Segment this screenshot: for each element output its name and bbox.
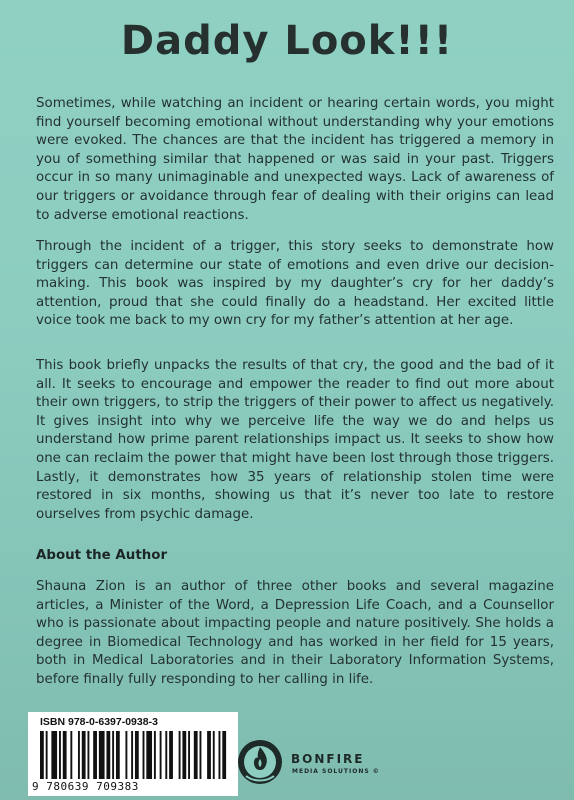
flame-logo-icon [236, 738, 284, 786]
barcode-bars [40, 731, 228, 779]
blurb-paragraph-2: Through the incident of a trigger, this story seeks to demonstrate how triggers can determine our state of emotions and even drive our decision-making. This book was inspired by my daughter’s cry for her daddy’s attention, proud that she could finally do a headstand. Her excited little voice took me back to my own cry for my father’s attention at her age. [36, 239, 554, 329]
isbn-barcode [28, 712, 238, 796]
publisher-name: BONFIRE [291, 752, 365, 766]
book-title: Daddy Look!!! [120, 18, 454, 64]
publisher-subtitle: MEDIA SOLUTIONS © [292, 768, 380, 775]
blurb-paragraph-1: Sometimes, while watching an incident or hearing certain words, you might find yourself becoming emotional without understanding why your emotions were evoked. The chances are that the incident has triggered a memory in you of something similar that happened or was said in your past. Triggers occur in so many unimaginable and unexpected ways. Lack of awareness of our triggers or avoidance through fear of dealing with their origins can lead to adverse emotional reactions. [36, 96, 554, 223]
isbn-number: ISBN 978-0-6397-0938-3 [40, 716, 158, 728]
about-author-paragraph: Shauna Zion is an author of three other books and several magazine articles, a Minister of the Word, a Depression Life Coach, and a Counsellor who is passionate about impacting people and nature positively. She holds a degree in Biomedical Technology and has worked in her field for 15 years, both in Medical Laboratories and in their Laboratory Information Systems, before finally fully responding to her calling in life. [36, 579, 554, 687]
barcode-digits: 9 780639 709383 [32, 780, 139, 793]
blurb-paragraph-3: This book briefly unpacks the results of that cry, the good and the bad of it all. It seeks to encourage and empower the reader to find out more about their own triggers, to strip the triggers of their power to affect us negatively. It gives insight into why we perceive life the way we do and helps us understand how prime parent relationships impact us. It seeks to show how one can reclaim the power that might have been lost through those triggers. Lastly, it demonstrates how 35 years of relationship stolen time were restored in six months, showing us that it’s never too late to restore ourselves from psychic damage. [36, 358, 554, 522]
about-author-heading: About the Author [36, 548, 168, 563]
